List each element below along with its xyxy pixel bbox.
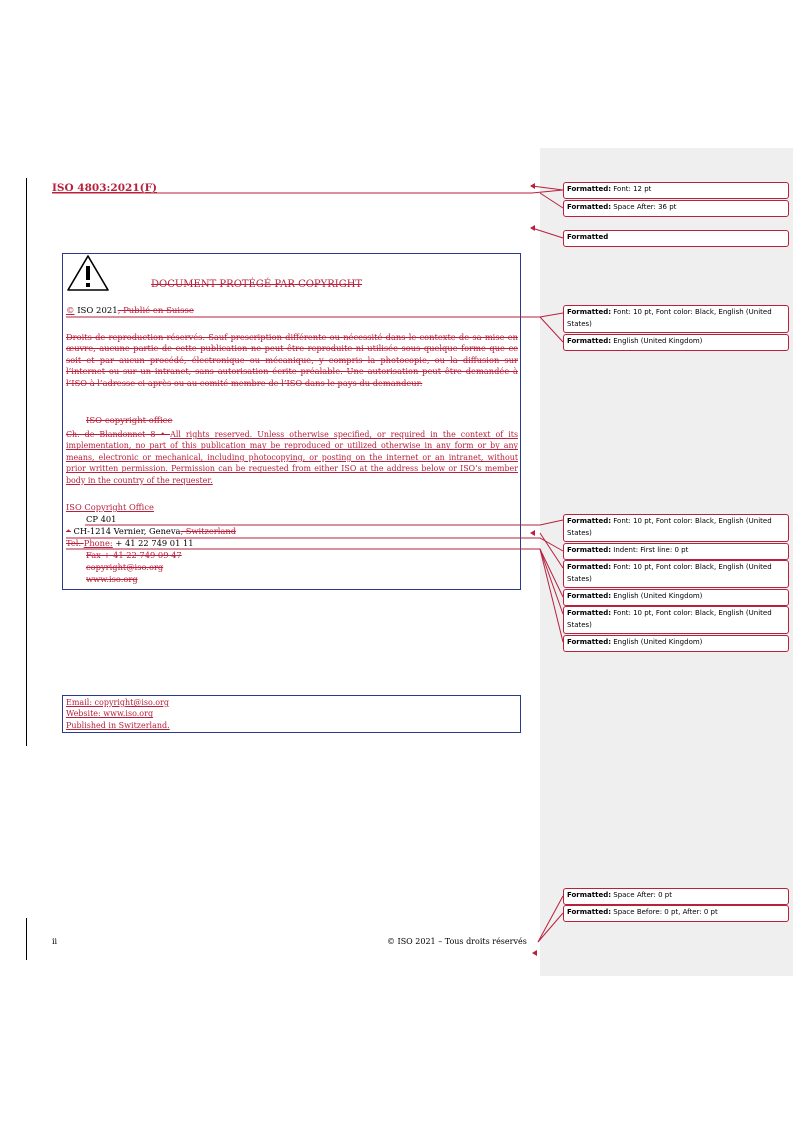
city-line: • CH-1214 Vernier, Geneva, Switzerland xyxy=(66,526,237,536)
connector-3 xyxy=(532,228,563,238)
published-line: Published in Switzerland. xyxy=(66,720,170,730)
office-name-en: ISO Copyright Office xyxy=(66,502,154,512)
comment-bubble[interactable]: Formatted: Font: 10 pt, Font color: Black, English (United States) xyxy=(563,305,789,333)
phone-line: Tel. Phone: + 41 22 749 01 11 xyxy=(66,538,194,548)
footer-copyright: © ISO 2021 – Tous droits réservés xyxy=(387,937,527,946)
po-box: CP 401 xyxy=(86,514,117,524)
comment-bubble[interactable]: Formatted: English (United Kingdom) xyxy=(563,635,789,652)
connector-1 xyxy=(52,190,563,193)
website-fr: www.iso.org xyxy=(86,574,138,584)
comment-bubble[interactable]: Formatted: Font: 12 pt xyxy=(563,182,789,199)
french-rights-paragraph: Droits de reproduction réservés. Sauf prescription différente ou nécessité dans le contexte de sa mise en œuvre, aucune partie de cette publication ne peut être reproduite ni utilisée sous quelque forme que ce soit et par aucun procédé, électronique ou mécanique, y compris la photocopie, ou la diffusion sur l’internet ou sur un intranet, sans autorisation écrite préalable. Une autorisation peut être demandée à l’ISO à l’adresse ci-après ou au comité membre de l’ISO dans le pays du demandeur. xyxy=(66,332,518,388)
comment-bubble[interactable]: Formatted: Font: 10 pt, Font color: Black, English (United States) xyxy=(563,560,789,588)
connector-2 xyxy=(540,193,563,208)
copyright-line: © ISO 2021, Publié en Suisse xyxy=(66,306,194,316)
comment-bubble[interactable]: Formatted: English (United Kingdom) xyxy=(563,589,789,606)
copyright-banner: DOCUMENT PROTÉGÉ PAR COPYRIGHT xyxy=(151,279,363,290)
email-line: Email: copyright@iso.org xyxy=(66,698,170,707)
comment-bubble[interactable]: Formatted: Space Before: 0 pt, After: 0 pt xyxy=(563,905,789,922)
comment-bubble[interactable]: Formatted: Font: 10 pt, Font color: Black, English (United States) xyxy=(563,606,789,634)
comment-bubble[interactable]: Formatted xyxy=(563,230,789,247)
connector-5 xyxy=(540,317,563,342)
comment-bubble[interactable]: Formatted: English (United Kingdom) xyxy=(563,334,789,351)
arrow-3 xyxy=(530,225,535,231)
arrow-12 xyxy=(532,950,537,956)
english-rights-paragraph: Ch. de Blandonnet 8 • All rights reserved. Unless otherwise specified, or required in the context of its implementation, no part of this publication may be reproduced or utilized otherwise in any form or by any means, electronic or mechanical, including photocopying, or posting on the internet or an intranet, without prior written permission. Permission can be requested from either ISO at the address below or ISO’s member body in the country of the requester. xyxy=(66,430,518,485)
connector-10 xyxy=(540,549,563,614)
comment-bubble[interactable]: Formatted: Space After: 0 pt xyxy=(563,888,789,905)
footer-page-number: ii xyxy=(52,937,58,946)
fax-line: Fax + 41 22 749 09 47 xyxy=(86,550,182,560)
arrow-1 xyxy=(530,183,535,189)
connector-4 xyxy=(66,313,563,317)
comment-bubble[interactable]: Formatted: Space After: 36 pt xyxy=(563,200,789,217)
comment-bubble[interactable]: Formatted: Font: 10 pt, Font color: Black, English (United States) xyxy=(563,514,789,542)
connector-9 xyxy=(66,549,563,597)
office-name-fr: ISO copyright office xyxy=(86,416,173,426)
connector-13 xyxy=(538,913,563,942)
connector-6 xyxy=(85,520,563,525)
comment-bubble[interactable]: Formatted: Indent: First line: 0 pt xyxy=(563,543,789,560)
arrow-6 xyxy=(530,530,535,536)
connector-12 xyxy=(538,896,563,942)
email-fr: copyright@iso.org xyxy=(86,562,164,572)
document-title: ISO 4803:2021(F) xyxy=(52,182,158,194)
connector-1b xyxy=(532,186,563,190)
website-line: Website: www.iso.org xyxy=(66,709,154,719)
